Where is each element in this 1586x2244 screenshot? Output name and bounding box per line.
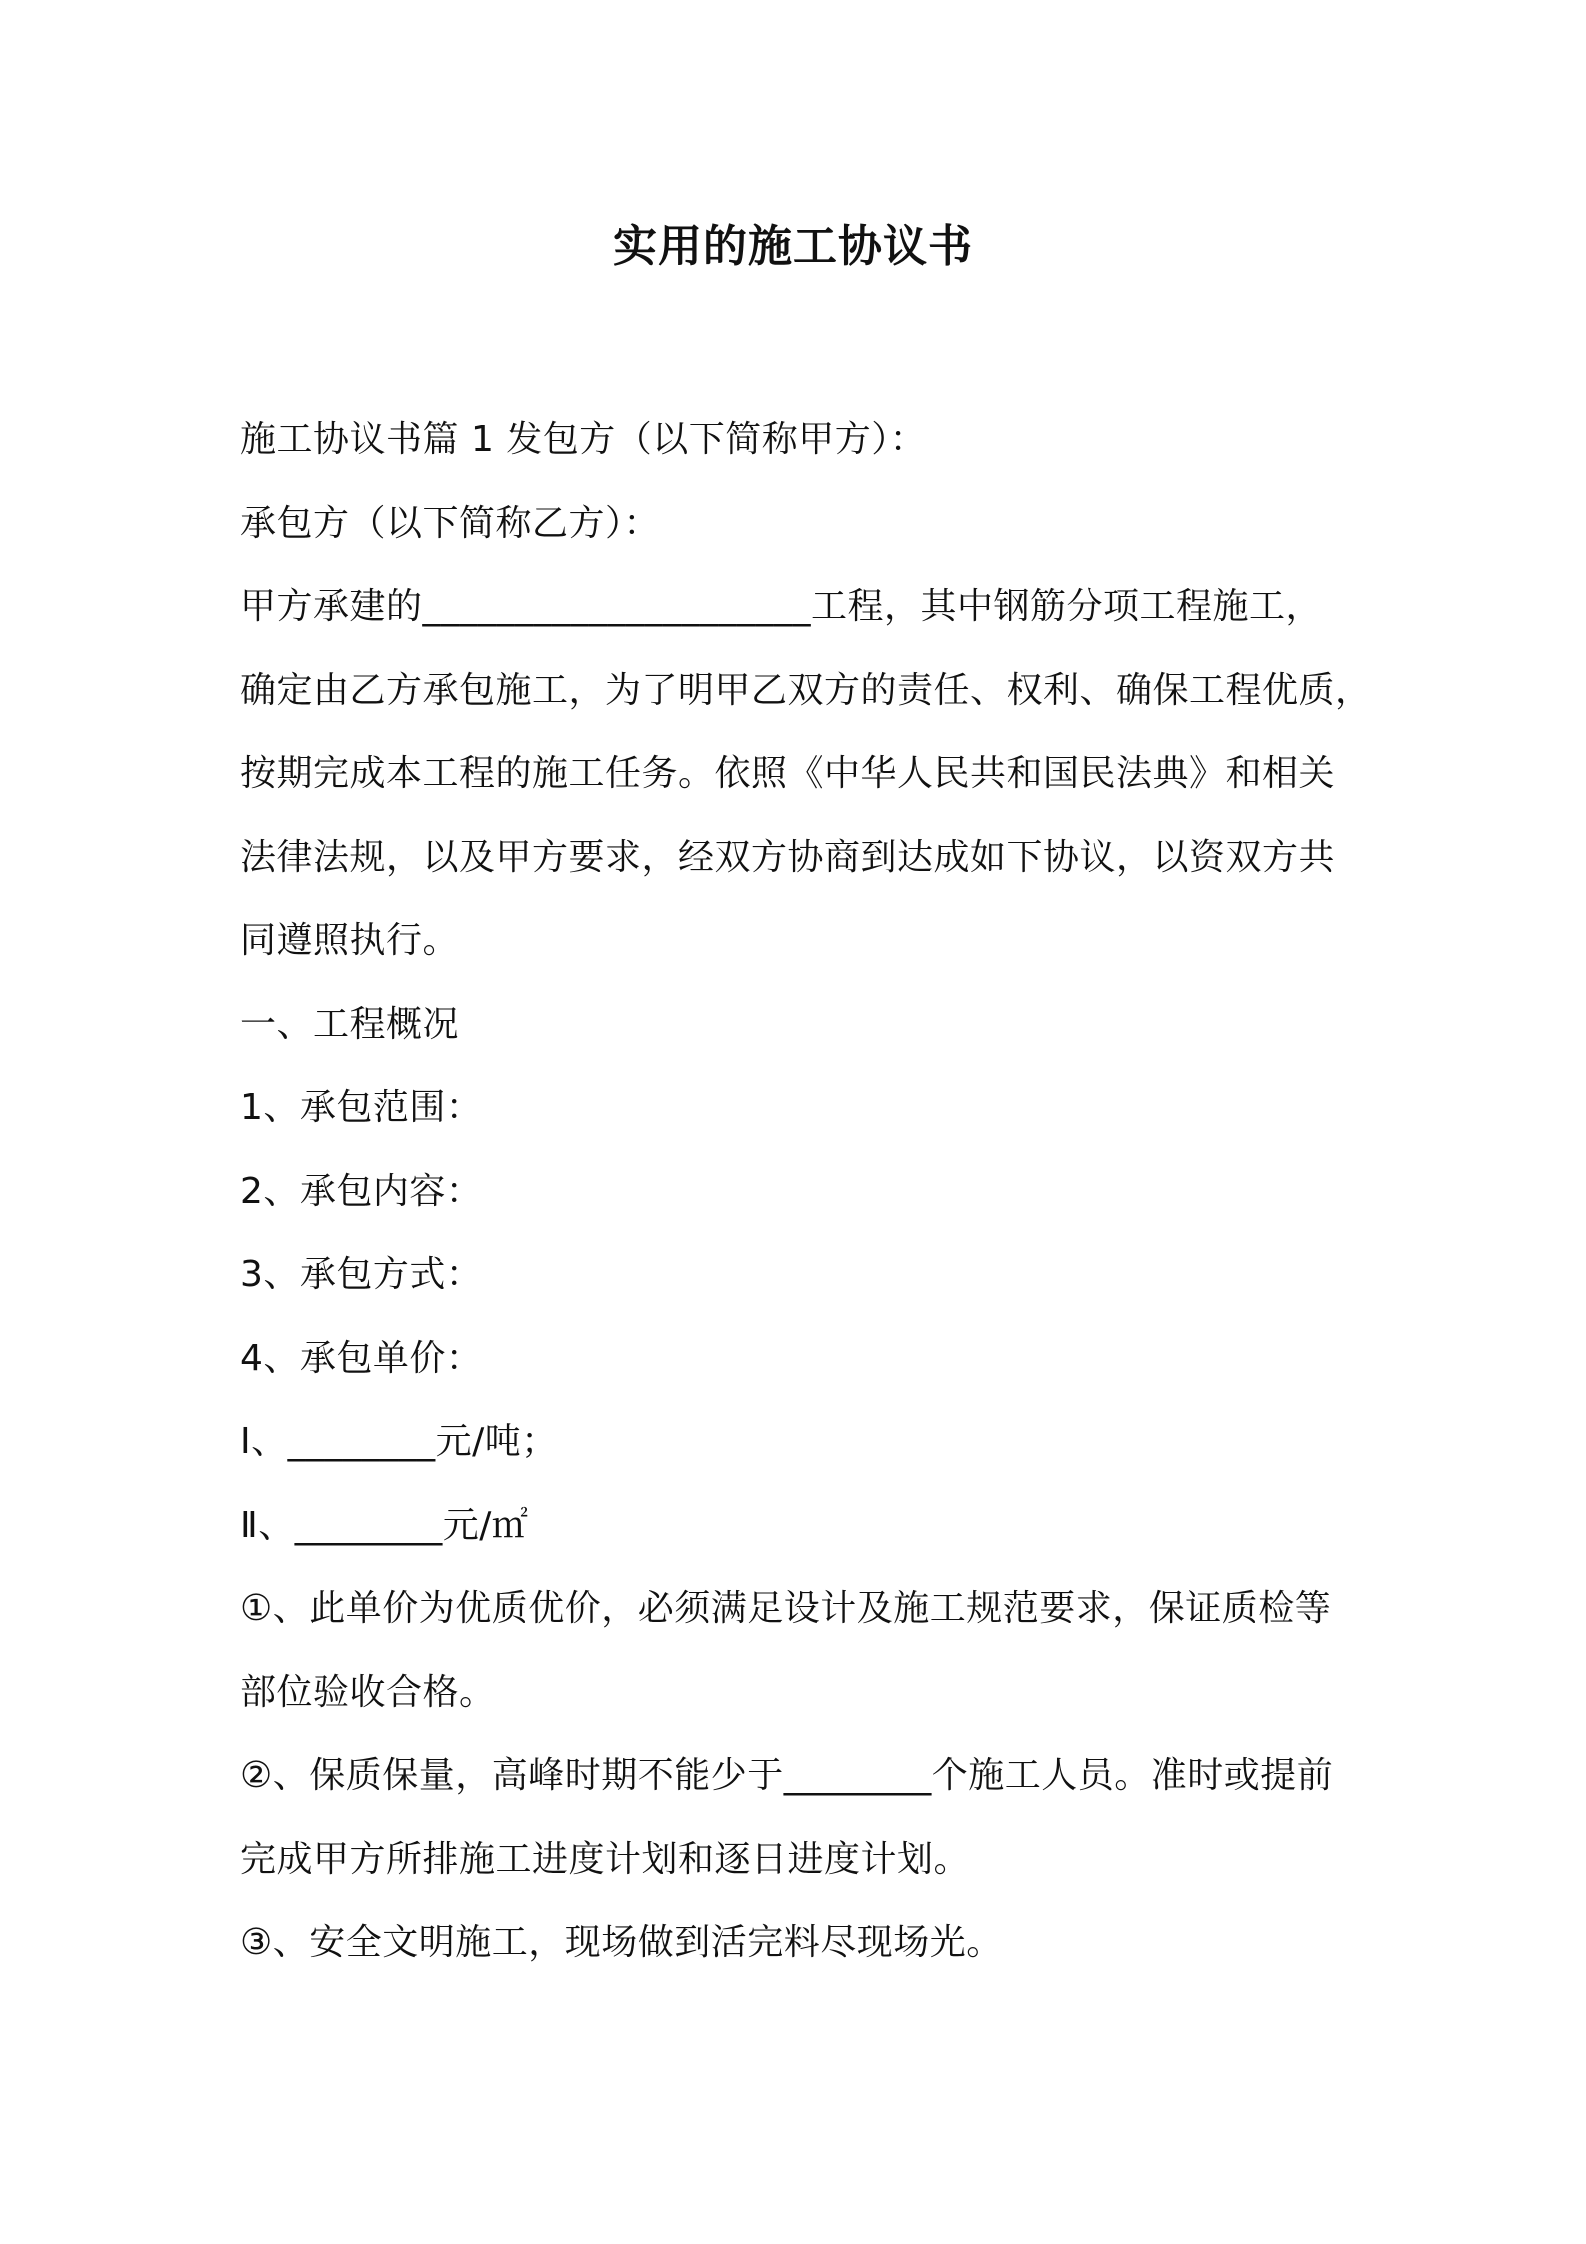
price-item: Ⅱ、________元/㎡: [240, 1504, 529, 1546]
document-title: 实用的施工协议书: [613, 221, 973, 272]
paragraph-line: 部位验收合格。: [240, 1671, 496, 1713]
section-heading: 一、工程概况: [240, 1003, 460, 1045]
paragraph-line: ②、保质保量，高峰时期不能少于________个施工人员。准时或提前: [240, 1755, 1334, 1796]
paragraph-line: 法律法规，以及甲方要求，经双方协商到达成如下协议，以资双方共: [240, 836, 1336, 878]
paragraph-line: ③、安全文明施工，现场做到活完料尽现场光。: [240, 1922, 1003, 1963]
list-item: 3、承包方式：: [240, 1254, 483, 1295]
price-item: Ⅰ、________元/吨；: [240, 1421, 558, 1462]
paragraph-line: 按期完成本工程的施工任务。依照《中华人民共和国民法典》和相关: [240, 753, 1336, 794]
list-item: 2、承包内容：: [240, 1170, 483, 1212]
paragraph-line: 施工协议书篇 1 发包方（以下简称甲方）：: [240, 419, 927, 460]
paragraph-line: 完成甲方所排施工进度计划和逐日进度计划。: [240, 1838, 971, 1880]
paragraph-line: 同遵照执行。: [240, 920, 460, 961]
paragraph-line: 确定由乙方承包施工，为了明甲乙双方的责任、权利、确保工程优质，: [240, 669, 1372, 711]
list-item: 1、承包范围：: [240, 1087, 483, 1128]
paragraph-line: ①、此单价为优质优价，必须满足设计及施工规范要求，保证质检等: [240, 1588, 1332, 1629]
paragraph-line: 承包方（以下简称乙方）：: [240, 502, 661, 544]
paragraph-line: 甲方承建的_____________________工程，其中钢筋分项工程施工，: [240, 586, 1323, 627]
list-item: 4、承包单价：: [240, 1337, 483, 1379]
document-body: [240, 398, 1372, 1985]
